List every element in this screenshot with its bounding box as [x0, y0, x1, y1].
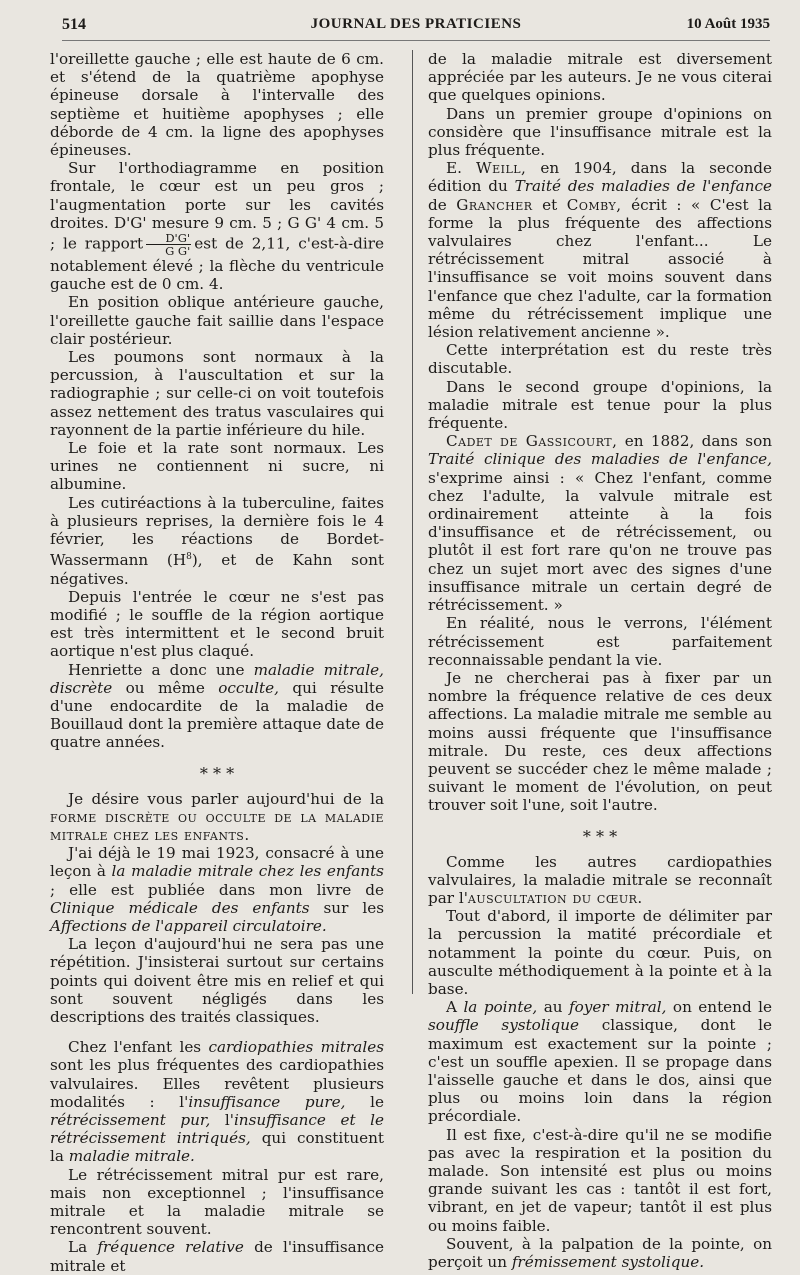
paragraph — [50, 790, 384, 845]
italic-text: insuffisance pure, — [188, 1092, 346, 1111]
italic-text: souffle systolique — [428, 1016, 580, 1035]
italic-text: maladie mitrale. — [68, 1147, 195, 1166]
fraction — [146, 232, 191, 257]
paragraph: En position oblique antérieure gauche, l'oreillette gauche fait saillie dans l'espace clair postérieur. — [50, 293, 384, 348]
paragraph: de la maladie mitrale est diversement appréciée par les auteurs. Je ne vous citerai que quelques opinions. — [428, 50, 772, 105]
text: de l'insuffisance mitrale et — [50, 1238, 385, 1275]
italic-text: la maladie mitrale chez les enfants — [111, 862, 384, 881]
italic-text: la pointe, — [463, 998, 538, 1017]
text: ), et de Kahn sont négatives. — [50, 551, 384, 588]
text: on entend le — [666, 998, 772, 1017]
text: ; elle est publiée dans mon livre de — [50, 880, 384, 899]
paragraph: Dans un premier groupe d'opinions on considère que l'insuffisance mitrale est la plus fréquente. — [428, 104, 772, 160]
paragraph: l'oreillette gauche ; elle est haute de 6 cm. et s'étend de la quatrième apophyse épineuse dorsale à l'intervalle des septième et huitième apophyses ; elle déborde de 4 cm. la ligne des apophyses épineuses. — [50, 50, 384, 160]
paragraph: Cette interprétation est du reste très discutable. — [428, 341, 772, 378]
text: Sur l'orthodiagramme en position frontale, le cœur est un peu gros ; l'augmentation porte sur les cavités droites. D'G' mesure 9 cm. 5 ; G G' 4 cm. 5 ; le rapport — [50, 159, 384, 253]
italic-text: Affections de l'appareil circulatoire. — [50, 917, 327, 935]
paragraph: Le rétrécissement mitral pur est rare, mais non exceptionnel ; l'insuffisance mitrale et la maladie mitrale se rencontrent souvent. — [50, 1165, 384, 1239]
text: J'ai déjà le 19 mai 1923, consacré à une leçon à — [50, 844, 384, 881]
text: ou même — [112, 678, 219, 697]
author-name: Grancher — [456, 195, 533, 214]
text: classique, dont le maximum est exactement sur la pointe ; c'est un souffle apexien. Il se propage dans l'aisselle gauche et dans le dos, ainsi que plus ou moins loin dans la région précordiale. — [428, 1016, 772, 1126]
text: E. — [446, 159, 476, 178]
text: Comme les autres cardiopathies valvulaires, la maladie mitrale se reconnaît par l' — [428, 852, 772, 907]
author-name: Cadet de Gassicourt, — [446, 432, 618, 451]
text: écrit : « C'est la forme la plus fréquente des affections valvulaires chez l'enfant... Le rétrécissement mitral associé à l'insuffisance se voit moins souvent dans l'enfance que chez l'adulte, car la formation même du rétrécissement implique une lésion relativement ancienne ». — [428, 195, 773, 342]
fraction-denominator: G G' — [165, 244, 191, 259]
italic-text: occulte, — [218, 678, 279, 697]
italic-text: Clinique médicale des enfants — [50, 898, 310, 917]
paragraph: Le foie et la rate sont normaux. Les urines ne contiennent ni sucre, ni albumine. — [50, 439, 384, 494]
text: Chez l'enfant les — [68, 1038, 209, 1057]
paragraph — [50, 159, 384, 293]
text: est de 2,11, c'est-à-dire notablement élevé ; la flèche du ventricule gauche est de 0 cm. 4. — [50, 234, 384, 294]
text: sont les plus fréquentes des cardiopathies valvulaires. Elles revêtent plusieurs modalités : l' — [50, 1056, 384, 1111]
paragraph — [50, 661, 384, 752]
text: qui résulte d'une endocardite de la maladie de Bouillaud dont la première attaque date de quatre années. — [50, 678, 385, 752]
journal-title: JOURNAL DES PRATICIENS — [310, 16, 522, 32]
right-column — [428, 50, 772, 1271]
italic-text: rétrécissement pur, — [50, 1111, 211, 1130]
paragraph — [50, 1238, 384, 1274]
paragraph — [50, 844, 384, 935]
paragraph: Je ne chercherai pas à fixer par un nombre la fréquence relative de ces deux affections. La maladie mitrale me semble au moins aussi fréquente que l'insuffisance mitrale. Du reste, ces deux affections peuvent se succéder chez le même malade ; suivant le moment de l'évolution, on peut trouver soit l'une, soit l'autre. — [428, 668, 772, 815]
text: A — [446, 998, 464, 1017]
asterism: * * * — [582, 826, 618, 846]
italic-text: foyer mitral, — [569, 998, 667, 1017]
italic-text: fréquence relative — [97, 1238, 244, 1257]
italic-text: Traité des maladies de l'enfance — [514, 177, 772, 196]
paragraph — [428, 998, 772, 1125]
text: La — [68, 1238, 98, 1257]
text: de — [428, 195, 457, 214]
paragraph: Depuis l'entrée le cœur ne s'est pas modifié ; le souffle de la région aortique est très intermittent et le second bruit aortique n'est plus claqué. — [50, 587, 384, 661]
issue-date: 10 Août 1935 — [686, 16, 770, 32]
italic-text: insuffisance et le rétrécissement intriqués, — [50, 1111, 384, 1148]
paragraph: Dans le second groupe d'opinions, la maladie mitrale est tenue pour la plus fréquente. — [428, 377, 772, 433]
running-header — [62, 14, 770, 41]
small-caps-text: forme discrète ou occulte de la maladie mitrale chez les enfants. — [50, 807, 384, 844]
asterism: * * * — [199, 763, 235, 783]
fraction-numerator: D'G' — [146, 232, 191, 245]
text: Les cutiréactions à la tuberculine, faites à plusieurs reprises, la dernière fois le 4 février, les réactions de Bordet-Wassermann (H — [50, 493, 384, 570]
text: et — [532, 195, 567, 214]
italic-text: frémissement systolique. — [511, 1253, 705, 1271]
paragraph — [428, 853, 772, 908]
text: Henriette a donc une — [68, 660, 254, 679]
author-name: Weill, — [475, 159, 527, 178]
small-caps-text: auscultation du cœur. — [467, 888, 643, 907]
italic-text: cardiopathies mitrales — [208, 1038, 384, 1057]
text: l' — [210, 1111, 234, 1130]
paragraph — [50, 494, 384, 588]
paragraph: La leçon d'aujourd'hui ne sera pas une répétition. J'insisterai surtout sur certains points qui doivent être mis en relief et qui sont souvent négligés dans les descriptions des traités classiques. — [50, 935, 384, 1027]
text: Souvent, à la palpation de la pointe, on perçoit un — [428, 1234, 772, 1271]
text: en 1882, dans son — [617, 432, 772, 451]
paragraph — [50, 1038, 384, 1165]
text: en 1904, dans la seconde édition du — [428, 159, 772, 196]
superscript: 8 — [186, 552, 192, 563]
paragraph: Il est fixe, c'est-à-dire qu'il ne se modifie pas avec la respiration et la position du malade. Son intensité est plus ou moins grande suivant les cas : tantôt il est fort, vibrant, en jet de vapeur; tantôt il est plus ou moins faible. — [428, 1125, 772, 1235]
paragraph — [428, 159, 772, 341]
paragraph: Tout d'abord, il importe de délimiter par la percussion la matité précordiale et notamment la pointe du cœur. Puis, on ausculte méthodiquement à la pointe et à la base. — [428, 907, 772, 998]
italic-text: maladie mitrale, discrète — [50, 660, 384, 697]
paragraph — [428, 432, 772, 614]
author-name: Comby, — [566, 195, 622, 214]
text: s'exprime ainsi : « Chez l'enfant, comme chez l'adulte, la valvule mitrale est ordinairement atteinte à la fois d'insuffisance et de rétrécissement, ou plutôt il est fort rare qu'on ne trouve pas chez un sujet mort avec des signes d'une insuffisance mitrale un certain degré de rétrécissement. » — [428, 468, 772, 615]
paragraph — [428, 1235, 772, 1271]
paragraph: Les poumons sont normaux à la percussion, à l'auscultation et sur la radiographie ; sur celle-ci on voit toutefois assez nettement des tratus vasculaires qui rayonnent de la partie inférieure du hile. — [50, 348, 384, 439]
text: Je désire vous parler aujourd'hui de la — [68, 789, 384, 808]
left-column — [50, 50, 384, 1275]
italic-text: Traité clinique des maladies de l'enfance, — [428, 450, 772, 469]
text: sur les — [309, 898, 384, 917]
paragraph: En réalité, nous le verrons, l'élément rétrécissement est parfaitement reconnaissable pendant la vie. — [428, 614, 772, 669]
column-rule — [412, 50, 413, 994]
text: qui constituent la — [50, 1129, 384, 1166]
spacer — [50, 1026, 384, 1038]
page-number: 514 — [62, 16, 86, 33]
text: le — [345, 1092, 384, 1111]
text: au — [537, 998, 570, 1017]
